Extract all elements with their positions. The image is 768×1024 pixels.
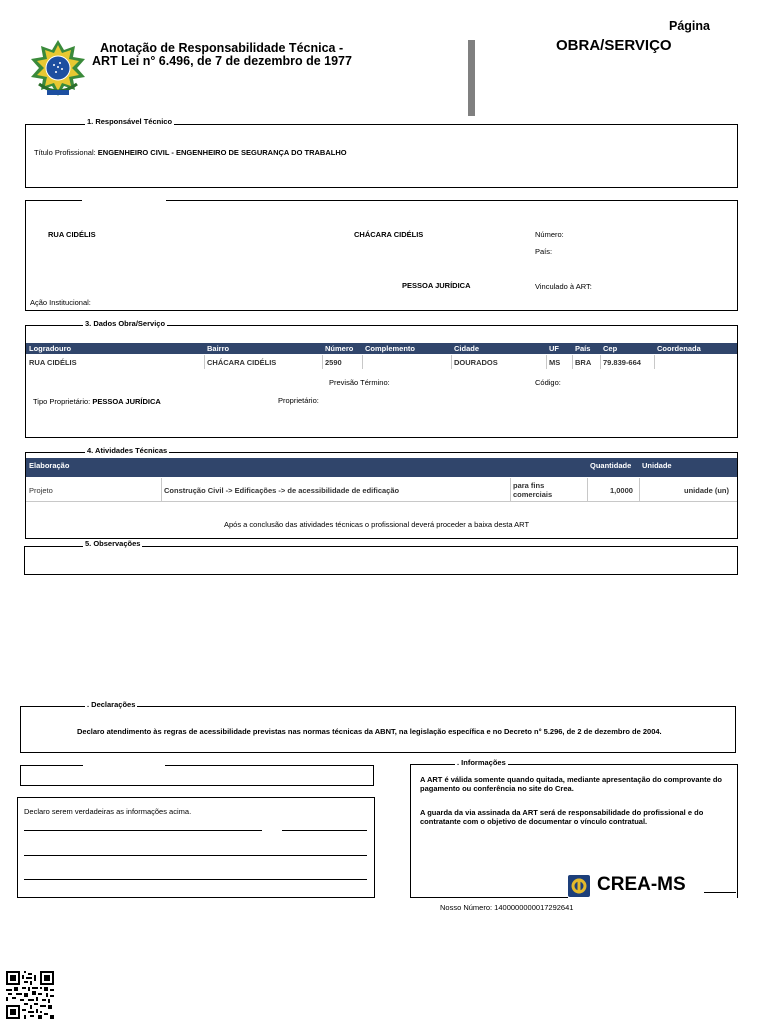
pais-label: País: xyxy=(535,247,553,256)
crea-name: CREA-MS xyxy=(597,874,686,895)
cell-logradouro: RUA CIDÉLIS xyxy=(29,358,77,367)
section4-legend: 4. Atividades Técnicas xyxy=(87,446,168,455)
header-quantidade: Quantidade xyxy=(590,461,632,470)
numero-label: Número: xyxy=(535,230,564,239)
section-dados-obra xyxy=(25,325,738,438)
header-title-line1: Anotação de Responsabilidade Técnica - xyxy=(100,41,344,55)
codigo-label: Código: xyxy=(535,378,561,387)
declaracoes-text: Declaro atendimento às regras de acessibilidade previstas nas normas técnicas da ABNT, na legislação específica e no Decreto n° 5.296, de 2 de dezembro de 2004. xyxy=(77,727,662,736)
section-blank-box xyxy=(20,765,374,786)
cell-cidade: DOURADOS xyxy=(454,358,498,367)
titulo-value: ENGENHEIRO CIVIL - ENGENHEIRO DE SEGURANÇA DO TRABALHO xyxy=(97,148,347,157)
titulo-label: Título Profissional: xyxy=(34,148,96,157)
atividades-header xyxy=(26,458,737,477)
legend-gap xyxy=(83,764,165,767)
crea-underline xyxy=(704,892,736,893)
signature-line-professional xyxy=(24,855,367,856)
atividades-note: Após a conclusão das atividades técnicas o profissional deverá proceder a baixa desta ART xyxy=(224,520,530,529)
informacoes-legend: . Informações xyxy=(457,758,506,767)
page-label: Página xyxy=(669,19,710,33)
col-uf: UF xyxy=(549,344,559,353)
section5-legend: 5. Observações xyxy=(85,539,141,548)
coat-of-arms-logo xyxy=(27,38,89,100)
atividades-row xyxy=(26,478,737,502)
gray-vertical-bar xyxy=(468,40,475,116)
section-observacoes xyxy=(24,546,738,575)
tipo-proprietario xyxy=(33,397,161,406)
col-bairro: Bairro xyxy=(207,344,230,353)
section-atividades-tecnicas xyxy=(25,452,738,539)
declaracoes-legend: . Declarações xyxy=(87,700,136,709)
crea-logo-icon xyxy=(568,875,590,897)
activity-purpose-2: comerciais xyxy=(513,490,553,499)
activity-purpose-1: para fins xyxy=(513,481,545,490)
acao-label: Ação Institucional: xyxy=(30,298,91,307)
col-logradouro: Logradouro xyxy=(29,344,72,353)
info-paragraph-2: A guarda da via assinada da ART será de responsabilidade do profissional e do contratante com o objetivo de documentar o vínculo contratual. xyxy=(420,808,704,826)
cell-uf: MS xyxy=(549,358,561,367)
nosso-numero: Nosso Número: 1400000000017292641 xyxy=(440,903,574,912)
cell-pais: BRA xyxy=(575,358,592,367)
qr-code xyxy=(6,971,54,1019)
col-complemento: Complemento xyxy=(365,344,416,353)
proprietario-label: Proprietário: xyxy=(278,396,319,405)
activity-quantity: 1,0000 xyxy=(610,486,633,495)
cell-cep: 79.839-664 xyxy=(603,358,641,367)
col-numero: Número xyxy=(325,344,354,353)
assinaturas-text: Declaro serem verdadeiras as informações acima. xyxy=(24,807,192,816)
signature-line-contractor xyxy=(24,879,367,880)
signature-line-place xyxy=(24,830,262,831)
obra-table-header xyxy=(26,343,737,354)
legend-gap xyxy=(82,199,166,202)
col-pais: País xyxy=(575,344,591,353)
section-contratante xyxy=(25,200,738,311)
col-cep: Cep xyxy=(603,344,618,353)
header-elaboracao: Elaboração xyxy=(29,461,70,470)
header-unidade: Unidade xyxy=(642,461,672,470)
activity-description: Construção Civil -> Edificações -> de acessibilidade de edificação xyxy=(164,486,400,495)
contratante-neighborhood: CHÁCARA CIDÉLIS xyxy=(354,230,424,239)
cell-bairro: CHÁCARA CIDÉLIS xyxy=(207,358,277,367)
document-type: OBRA/SERVIÇO xyxy=(556,37,672,54)
section1-legend: 1. Responsável Técnico xyxy=(87,117,173,126)
header-title-line2: ART Lei n° 6.496, de 7 de dezembro de 1977 xyxy=(92,54,352,68)
contratante-person-type: PESSOA JURÍDICA xyxy=(402,281,471,290)
contratante-street: RUA CIDÉLIS xyxy=(48,230,96,239)
info-paragraph-1: A ART é válida somente quando quitada, mediante apresentação do comprovante do pagamento ou conferência no site do Crea. xyxy=(420,775,723,793)
activity-unit: unidade (un) xyxy=(684,486,729,495)
col-coordenada: Coordenada xyxy=(657,344,701,353)
informacoes-bottom-line xyxy=(410,897,568,898)
vinculado-label: Vinculado à ART: xyxy=(535,282,592,291)
tipo-prop-value: PESSOA JURÍDICA xyxy=(92,397,161,406)
signature-line-date xyxy=(282,830,367,831)
titulo-profissional xyxy=(34,148,347,157)
activity-name: Projeto xyxy=(29,486,53,495)
section-responsavel-tecnico xyxy=(25,124,738,188)
section-assinaturas xyxy=(17,797,375,898)
section-declaracoes xyxy=(20,706,736,753)
col-cidade: Cidade xyxy=(454,344,480,353)
previsao-label: Previsão Término: xyxy=(329,378,390,387)
cell-numero: 2590 xyxy=(325,358,342,367)
tipo-prop-label: Tipo Proprietário: xyxy=(33,397,91,406)
section3-legend: 3. Dados Obra/Serviço xyxy=(85,319,166,328)
obra-table-row xyxy=(26,355,737,369)
